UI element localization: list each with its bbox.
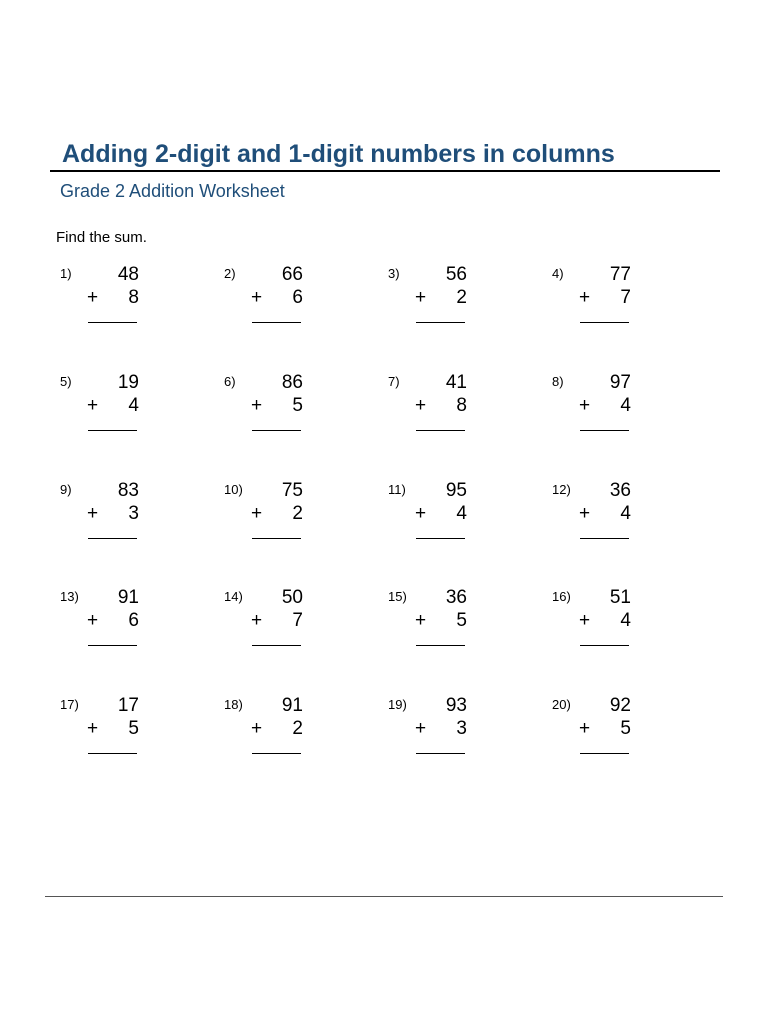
problem-addend-bottom: 2 <box>292 503 303 524</box>
problem-number: 10) <box>224 482 243 497</box>
problem-8 <box>552 372 631 462</box>
plus-sign: + <box>251 610 263 631</box>
problem-number: 5) <box>60 374 72 389</box>
problem-addend-bottom: 5 <box>456 610 467 631</box>
problem-addend-top: 93 <box>445 695 467 716</box>
problem-1 <box>60 264 139 354</box>
plus-sign: + <box>87 503 99 524</box>
worksheet-subtitle: Grade 2 Addition Worksheet <box>60 181 285 201</box>
problem-number: 4) <box>552 266 564 281</box>
problem-4 <box>552 264 631 354</box>
problem-addend-bottom: 3 <box>128 503 139 524</box>
problem-addend-top: 77 <box>609 264 631 285</box>
title-underline <box>50 170 720 172</box>
problem-3 <box>388 264 467 354</box>
answer-line[interactable] <box>252 753 301 754</box>
plus-sign: + <box>87 718 99 739</box>
problem-addend-bottom: 2 <box>292 718 303 739</box>
problem-addend-top: 17 <box>117 695 139 716</box>
problem-addend-top: 51 <box>609 587 631 608</box>
answer-line[interactable] <box>252 538 301 539</box>
problem-addend-top: 56 <box>445 264 467 285</box>
problem-number: 18) <box>224 697 243 712</box>
answer-line[interactable] <box>252 645 301 646</box>
problem-addend-top: 41 <box>445 372 467 393</box>
problem-number: 17) <box>60 697 79 712</box>
plus-sign: + <box>415 610 427 631</box>
problem-number: 8) <box>552 374 564 389</box>
problem-number: 1) <box>60 266 72 281</box>
answer-line[interactable] <box>252 430 301 431</box>
plus-sign: + <box>415 718 427 739</box>
problem-number: 2) <box>224 266 236 281</box>
plus-sign: + <box>87 610 99 631</box>
problem-addend-top: 95 <box>445 480 467 501</box>
problem-17 <box>60 695 139 785</box>
problem-19 <box>388 695 467 785</box>
plus-sign: + <box>415 287 427 308</box>
problem-addend-bottom: 2 <box>456 287 467 308</box>
problem-13 <box>60 587 139 677</box>
answer-line[interactable] <box>580 753 629 754</box>
problem-addend-top: 36 <box>609 480 631 501</box>
footer-divider <box>45 896 723 897</box>
answer-line[interactable] <box>580 538 629 539</box>
problem-addend-bottom: 3 <box>456 718 467 739</box>
problem-number: 13) <box>60 589 79 604</box>
problem-addend-top: 36 <box>445 587 467 608</box>
problem-addend-bottom: 5 <box>292 395 303 416</box>
answer-line[interactable] <box>416 322 465 323</box>
plus-sign: + <box>579 395 591 416</box>
plus-sign: + <box>415 395 427 416</box>
problem-addend-bottom: 6 <box>128 610 139 631</box>
problem-2 <box>224 264 303 354</box>
problem-addend-bottom: 5 <box>620 718 631 739</box>
problem-14 <box>224 587 303 677</box>
answer-line[interactable] <box>88 430 137 431</box>
problem-7 <box>388 372 467 462</box>
problem-addend-top: 91 <box>281 695 303 716</box>
plus-sign: + <box>87 287 99 308</box>
problem-15 <box>388 587 467 677</box>
problem-addend-top: 86 <box>281 372 303 393</box>
problem-number: 9) <box>60 482 72 497</box>
problem-number: 11) <box>388 482 406 497</box>
answer-line[interactable] <box>416 430 465 431</box>
problem-number: 20) <box>552 697 571 712</box>
problem-number: 12) <box>552 482 571 497</box>
problem-addend-top: 66 <box>281 264 303 285</box>
problem-number: 19) <box>388 697 407 712</box>
problem-addend-top: 91 <box>117 587 139 608</box>
problem-number: 6) <box>224 374 236 389</box>
answer-line[interactable] <box>580 322 629 323</box>
problem-addend-bottom: 6 <box>292 287 303 308</box>
problem-addend-bottom: 8 <box>456 395 467 416</box>
plus-sign: + <box>251 287 263 308</box>
worksheet-title: Adding 2-digit and 1-digit numbers in columns <box>62 140 615 168</box>
problem-addend-top: 19 <box>117 372 139 393</box>
plus-sign: + <box>579 718 591 739</box>
answer-line[interactable] <box>416 753 465 754</box>
problem-10 <box>224 480 303 570</box>
plus-sign: + <box>251 718 263 739</box>
problem-5 <box>60 372 139 462</box>
problem-addend-top: 75 <box>281 480 303 501</box>
plus-sign: + <box>415 503 427 524</box>
problem-addend-bottom: 4 <box>620 503 631 524</box>
plus-sign: + <box>579 503 591 524</box>
answer-line[interactable] <box>88 538 137 539</box>
problem-addend-bottom: 4 <box>620 610 631 631</box>
answer-line[interactable] <box>252 322 301 323</box>
problem-addend-top: 92 <box>609 695 631 716</box>
problem-12 <box>552 480 631 570</box>
problem-addend-top: 83 <box>117 480 139 501</box>
problem-addend-top: 97 <box>609 372 631 393</box>
problem-addend-bottom: 4 <box>128 395 139 416</box>
plus-sign: + <box>579 610 591 631</box>
plus-sign: + <box>87 395 99 416</box>
problem-addend-bottom: 7 <box>292 610 303 631</box>
plus-sign: + <box>579 287 591 308</box>
problem-addend-bottom: 7 <box>620 287 631 308</box>
problem-number: 7) <box>388 374 400 389</box>
answer-line[interactable] <box>88 645 137 646</box>
problem-20 <box>552 695 631 785</box>
problem-number: 16) <box>552 589 571 604</box>
plus-sign: + <box>251 503 263 524</box>
answer-line[interactable] <box>416 645 465 646</box>
problem-11 <box>388 480 467 570</box>
answer-line[interactable] <box>88 322 137 323</box>
problem-addend-top: 48 <box>117 264 139 285</box>
problem-addend-bottom: 4 <box>620 395 631 416</box>
problem-number: 14) <box>224 589 243 604</box>
problem-9 <box>60 480 139 570</box>
answer-line[interactable] <box>416 538 465 539</box>
problem-6 <box>224 372 303 462</box>
problem-16 <box>552 587 631 677</box>
answer-line[interactable] <box>88 753 137 754</box>
problem-addend-bottom: 8 <box>128 287 139 308</box>
instructions: Find the sum. <box>56 229 147 246</box>
problem-addend-bottom: 4 <box>456 503 467 524</box>
answer-line[interactable] <box>580 645 629 646</box>
problem-addend-top: 50 <box>281 587 303 608</box>
answer-line[interactable] <box>580 430 629 431</box>
problem-addend-bottom: 5 <box>128 718 139 739</box>
problem-18 <box>224 695 303 785</box>
problem-number: 3) <box>388 266 400 281</box>
plus-sign: + <box>251 395 263 416</box>
problem-number: 15) <box>388 589 407 604</box>
